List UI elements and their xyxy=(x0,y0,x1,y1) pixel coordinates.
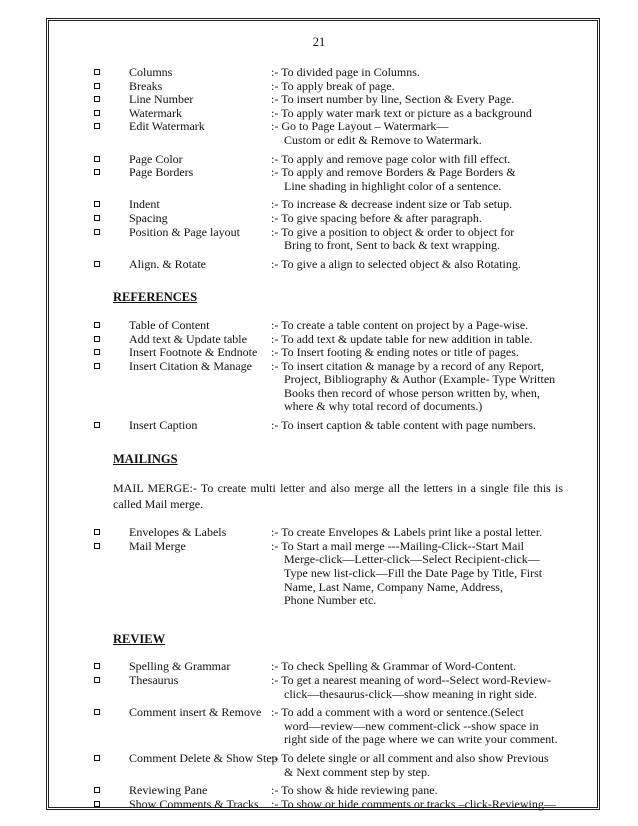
checkbox-bullet-icon xyxy=(94,787,100,793)
checkbox-bullet-icon xyxy=(94,677,100,683)
item-term: Spelling & Grammar xyxy=(129,659,231,674)
list-item xyxy=(113,226,563,253)
item-description: Books then record of whose person written by, when, xyxy=(284,385,540,400)
item-term: Columns xyxy=(129,65,173,79)
item-description: :- To create Envelopes & Labels print like a postal letter. xyxy=(271,525,543,540)
item-description: :- To insert caption & table content with page numbers. xyxy=(271,418,536,433)
checkbox-bullet-icon xyxy=(94,169,100,175)
item-description: :- To create a table content on project by a Page-wise. xyxy=(271,317,529,332)
review-list xyxy=(113,660,563,811)
list-item xyxy=(113,319,563,333)
list-item xyxy=(113,346,563,360)
item-description: :- To add a comment with a word or sentence.(Select xyxy=(271,705,524,720)
item-term: Align. & Rotate xyxy=(129,256,206,271)
list-item xyxy=(113,258,563,272)
item-description: word—review—new comment-click --show space in xyxy=(284,718,539,733)
item-term: Line Number xyxy=(129,92,194,107)
item-term: Spacing xyxy=(129,210,168,225)
checkbox-bullet-icon xyxy=(94,110,100,116)
list-item xyxy=(113,153,563,167)
checkbox-bullet-icon xyxy=(94,801,100,807)
item-description: :- Go to Page Layout – Watermark— xyxy=(271,119,449,134)
checkbox-bullet-icon xyxy=(94,543,100,549)
item-description: click—thesaurus-click—show meaning in right side. xyxy=(284,686,537,701)
list-item xyxy=(113,107,563,121)
item-description: :- To add text & update table for new addition in table. xyxy=(271,331,533,346)
item-term: Position & Page layout xyxy=(129,224,240,239)
item-term: Show Comments & Tracks xyxy=(129,796,259,811)
item-description: :- To apply and remove Borders & Page Borders & xyxy=(271,165,516,180)
list-item xyxy=(113,798,563,812)
item-term: Add text & Update table xyxy=(129,331,247,346)
item-description: Project, Bibliography & Author (Example- Type Written xyxy=(284,372,556,387)
mailings-heading: MAILINGS xyxy=(113,451,178,466)
checkbox-bullet-icon xyxy=(94,663,100,669)
item-description: :- To give a position to object & order to object for xyxy=(271,224,515,239)
review-heading: REVIEW xyxy=(113,631,166,646)
item-description: :- To Start a mail merge ---Mailing-Click--Start Mail xyxy=(271,538,524,553)
item-description: :- To Insert footing & ending notes or title of pages. xyxy=(271,345,519,360)
checkbox-bullet-icon xyxy=(94,215,100,221)
checkbox-bullet-icon xyxy=(94,83,100,89)
item-description: :- To show & hide reviewing pane. xyxy=(271,783,438,798)
mail-merge-paragraph: MAIL MERGE:- To create multi letter and also merge all the letters in a single file this is called Mail merge. xyxy=(113,481,563,512)
item-term: Thesaurus xyxy=(129,673,179,687)
list-item xyxy=(113,212,563,226)
list-item xyxy=(113,166,563,193)
item-term: Breaks xyxy=(129,78,163,93)
item-description: right side of the page where we can write your comment. xyxy=(284,732,558,747)
list-item xyxy=(113,80,563,94)
list-item xyxy=(113,93,563,107)
item-description: :- To get a nearest meaning of word--Select word-Review- xyxy=(271,673,552,687)
item-description: Type new list-click—Fill the Date Page by Title, First xyxy=(284,566,543,581)
references-list xyxy=(113,319,563,433)
item-description: Merge-click—Letter-click—Select Recipient-click— xyxy=(284,552,540,567)
item-term: Table of Content xyxy=(129,317,210,332)
list-item xyxy=(113,784,563,798)
item-term: Reviewing Pane xyxy=(129,783,208,798)
item-description: :- To show or hide comments or tracks –click-Reviewing— xyxy=(271,796,556,811)
item-term: Comment insert & Remove xyxy=(129,705,262,720)
checkbox-bullet-icon xyxy=(94,322,100,328)
list-item xyxy=(113,360,563,414)
list-item xyxy=(113,120,563,147)
item-term: Insert Citation & Manage xyxy=(129,358,252,373)
checkbox-bullet-icon xyxy=(94,755,100,761)
item-description: Name, Last Name, Company Name, Address, xyxy=(284,579,503,594)
item-description: :- To apply break of page. xyxy=(271,78,395,93)
item-term: Envelopes & Labels xyxy=(129,525,227,540)
checkbox-bullet-icon xyxy=(94,201,100,207)
item-description: :- To divided page in Columns. xyxy=(271,65,420,79)
item-term: Insert Caption xyxy=(129,418,198,433)
item-term: Mail Merge xyxy=(129,538,186,553)
list-item xyxy=(113,660,563,674)
page-content xyxy=(113,66,563,811)
checkbox-bullet-icon xyxy=(94,709,100,715)
item-term: Page Color xyxy=(129,151,183,166)
checkbox-bullet-icon xyxy=(94,69,100,75)
item-description: Custom or edit & Remove to Watermark. xyxy=(284,132,482,147)
list-item xyxy=(113,198,563,212)
list-item xyxy=(113,752,563,779)
checkbox-bullet-icon xyxy=(94,123,100,129)
item-description: :- To apply and remove page color with fill effect. xyxy=(271,151,511,166)
item-description: :- To give spacing before & after paragraph. xyxy=(271,210,482,225)
references-heading: REFERENCES xyxy=(113,290,198,305)
list-item xyxy=(113,674,563,701)
list-item xyxy=(113,66,563,80)
item-description: :- To give a align to selected object & also Rotating. xyxy=(271,256,521,271)
checkbox-bullet-icon xyxy=(94,156,100,162)
page-layout-list xyxy=(113,66,563,271)
item-term: Insert Footnote & Endnote xyxy=(129,345,258,360)
item-term: Indent xyxy=(129,197,160,212)
item-description: :- To check Spelling & Grammar of Word-Content. xyxy=(271,659,517,674)
list-item xyxy=(113,419,563,433)
checkbox-bullet-icon xyxy=(94,422,100,428)
item-description: :- To delete single or all comment and also show Previous xyxy=(271,750,549,765)
checkbox-bullet-icon xyxy=(94,529,100,535)
checkbox-bullet-icon xyxy=(94,336,100,342)
item-term: Comment Delete & Show Step xyxy=(129,750,278,765)
item-description: :- To apply water mark text or picture as a background xyxy=(271,105,532,120)
mailings-list xyxy=(113,526,563,613)
item-term: Watermark xyxy=(129,105,183,120)
item-description: Phone Number etc. xyxy=(284,593,377,608)
item-description: :- To insert number by line, Section & Every Page. xyxy=(271,92,515,107)
item-description: :- To insert citation & manage by a record of any Report, xyxy=(271,358,544,373)
item-description: :- To increase & decrease indent size or Tab setup. xyxy=(271,197,513,212)
checkbox-bullet-icon xyxy=(94,229,100,235)
checkbox-bullet-icon xyxy=(94,261,100,267)
item-term: Page Borders xyxy=(129,165,194,180)
list-item xyxy=(113,526,563,540)
checkbox-bullet-icon xyxy=(94,363,100,369)
item-description: & Next comment step by step. xyxy=(284,764,430,779)
list-item xyxy=(113,706,563,747)
item-description: where & why total record of documents.) xyxy=(284,399,483,414)
list-item xyxy=(113,333,563,347)
item-description: Bring to front, Sent to back & text wrapping. xyxy=(284,238,500,253)
checkbox-bullet-icon xyxy=(94,349,100,355)
checkbox-bullet-icon xyxy=(94,96,100,102)
item-description: Line shading in highlight color of a sentence. xyxy=(284,178,502,193)
list-item xyxy=(113,540,563,608)
page-number: 21 xyxy=(312,35,326,49)
item-term: Edit Watermark xyxy=(129,119,205,134)
